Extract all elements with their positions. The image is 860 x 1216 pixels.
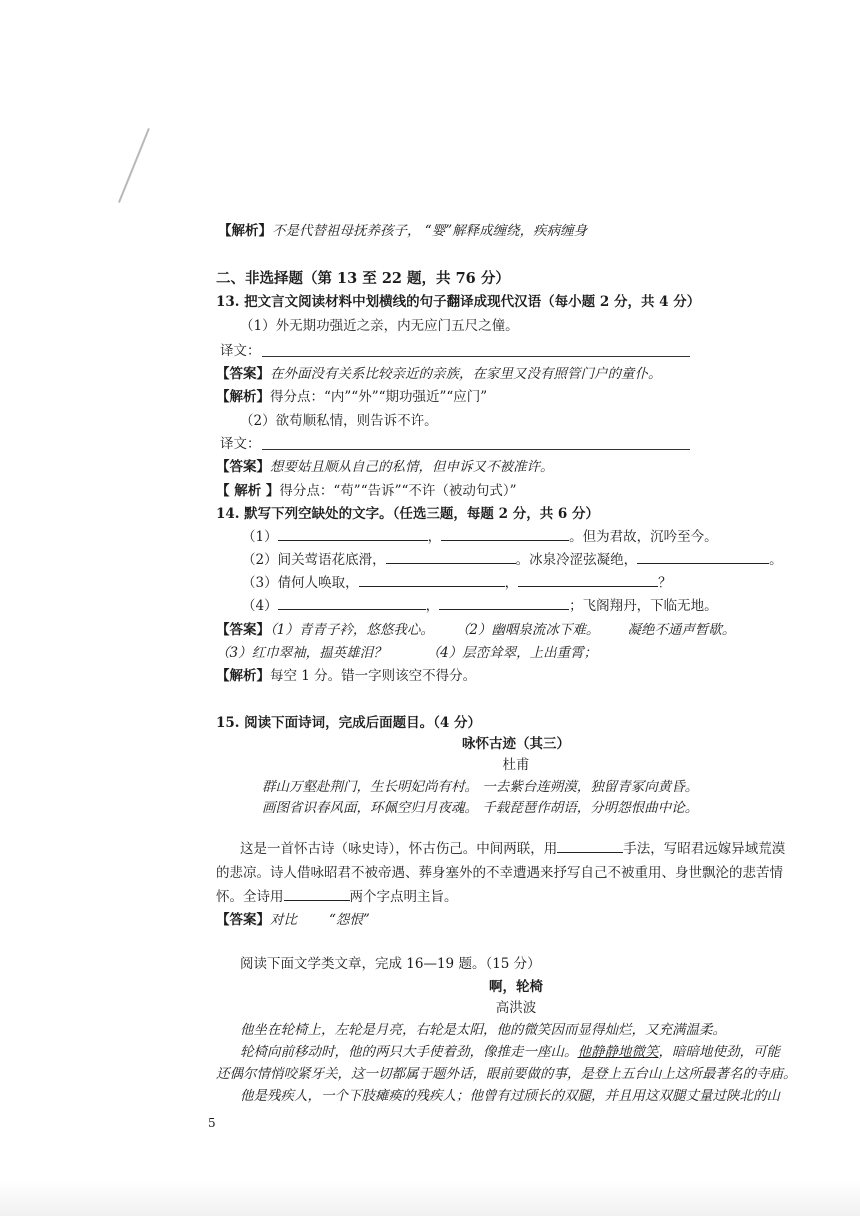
q15-paragraph-2: 的悲凉。诗人借咏昭君不被帝遇、葬身塞外的不幸遭遇来抒写自己不被重用、身世飘沦的悲苦情 xyxy=(216,865,783,881)
para-text: 怀。全诗用 xyxy=(216,889,284,905)
poem-author: 杜甫 xyxy=(502,757,530,773)
item-lead: （2）间关莺语花底滑， xyxy=(242,552,386,568)
reading-intro: 阅读下面文学类文章，完成 16—19 题。（15 分） xyxy=(240,956,541,972)
answer-4: （4）层峦耸翠，上出重霄； xyxy=(426,645,598,661)
blank-3b[interactable] xyxy=(518,574,658,587)
q13-translation-line-2[interactable] xyxy=(262,449,690,450)
para-text: 手法，写昭君远嫁异域荒漠 xyxy=(623,841,786,857)
answer-2b: 凝绝不通声暂歇。 xyxy=(627,622,736,638)
q15-paragraph-1 xyxy=(240,840,785,858)
poem-line-2: 画图省识春风面，环佩空归月夜魂。 千载琵琶作胡语，分明怨恨曲中论。 xyxy=(262,800,699,816)
blank-1b[interactable] xyxy=(441,528,569,541)
blank-theme[interactable] xyxy=(284,888,350,901)
item-lead: （3）倩何人唤取， xyxy=(242,575,359,591)
item-number: （4） xyxy=(242,598,278,614)
answer-tag: 【答案】 xyxy=(216,912,270,928)
answer-text: 想要姑且顺从自己的私情，但申诉又不被准许。 xyxy=(270,459,554,475)
q14-item-3 xyxy=(242,574,672,592)
q13-answer-1 xyxy=(216,365,662,383)
item-number: （1） xyxy=(242,529,278,545)
q14-item-4 xyxy=(242,597,718,615)
article-title: 啊，轮椅 xyxy=(489,979,543,995)
q14-answer-line-2 xyxy=(216,644,597,662)
article-para-2-cont: 还偶尔情悄咬紧牙关，这一切都属于题外话，眼前要做的事，是登上五台山上这所最著名的寺庙。 xyxy=(216,1066,797,1082)
poem-line-1: 群山万壑赴荆门，生长明妃尚有村。 一去紫台连朔漠，独留青冢向黄昏。 xyxy=(262,779,699,795)
para-text: 两个字点明主旨。 xyxy=(349,889,458,905)
blank-2b[interactable] xyxy=(637,551,769,564)
q15-answer xyxy=(216,911,370,929)
comma: ， xyxy=(427,529,442,545)
para-text: ，暗暗地使劲，可能 xyxy=(658,1044,780,1060)
analysis-tag: 【解析】 xyxy=(216,389,270,405)
item-tail: 。但为君故，沉吟至今。 xyxy=(569,529,718,545)
part2-heading: 二、非选择题（第 13 至 22 题，共 76 分） xyxy=(216,270,510,287)
answer-tag: 【答案】 xyxy=(216,366,270,382)
analysis-text: 每空 1 分。错一字则该空不得分。 xyxy=(270,668,477,684)
article-author: 高洪波 xyxy=(495,1000,537,1016)
comma: ， xyxy=(504,575,519,591)
answer-2: （2）幽咽泉流冰下难。 xyxy=(455,622,600,638)
answer-tag: 【答案】 xyxy=(216,622,270,638)
q13-translation-label-1: 译文： xyxy=(220,343,261,359)
prev-analysis xyxy=(218,222,587,240)
q14-item-2 xyxy=(242,551,783,569)
comma: ， xyxy=(425,598,440,614)
answer-tag: 【答案】 xyxy=(216,459,270,475)
q13-answer-2 xyxy=(216,458,554,476)
answer-a: 对比 xyxy=(270,912,297,928)
analysis-text: 得分点：“内”“外”“期功强近”“应门” xyxy=(270,389,488,405)
q13-sentence-2: （2）欲苟顺私情，则告诉不许。 xyxy=(240,413,438,429)
page-number: 5 xyxy=(208,1116,216,1130)
underlined-phrase: 他静静地微笑 xyxy=(577,1044,659,1060)
article-para-2 xyxy=(240,1043,780,1061)
blank-4a[interactable] xyxy=(278,597,426,610)
q15-paragraph-3 xyxy=(216,888,458,906)
blank-3a[interactable] xyxy=(359,574,505,587)
answer-1: （1）青青子衿，悠悠我心。 xyxy=(270,622,434,638)
answer-text: 在外面没有关系比较亲近的亲族，在家里又没有照管门户的童仆。 xyxy=(270,366,662,382)
q13-translation-line-1[interactable] xyxy=(262,356,690,357)
q14-answer-line-1 xyxy=(216,621,735,639)
q13-stem: 13. 把文言文阅读材料中划横线的句子翻译成现代汉语（每小题 2 分，共 4 分） xyxy=(216,294,701,310)
analysis-text: 不是代替祖母抚养孩子， “婴”解释成缠绕，疾病缠身 xyxy=(272,223,588,239)
blank-1a[interactable] xyxy=(278,528,428,541)
q13-analysis-1 xyxy=(216,388,487,406)
blank-4b[interactable] xyxy=(439,597,569,610)
item-mid: 。冰泉冷涩弦凝绝， xyxy=(515,552,638,568)
pen-mark xyxy=(118,128,150,203)
article-para-3: 他是残疾人，一个下肢瘫痪的残疾人；他曾有过颀长的双腿，并且用这双腿丈量过陕北的山 xyxy=(240,1088,780,1104)
item-tail: ；飞阁翔丹，下临无地。 xyxy=(569,598,718,614)
q14-item-1 xyxy=(242,528,718,546)
analysis-text: 得分点：“苟”“告诉”“不许（被动句式）” xyxy=(279,483,517,499)
para-text: 这是一首怀古诗（咏史诗），怀古伤己。中间两联，用 xyxy=(240,841,558,857)
q15-stem: 15. 阅读下面诗词，完成后面题目。（4 分） xyxy=(216,715,482,731)
scan-edge-shadow xyxy=(0,1180,860,1216)
q14-analysis xyxy=(216,667,476,685)
analysis-tag: 【 解析 】 xyxy=(216,483,280,499)
blank-technique[interactable] xyxy=(557,840,623,853)
analysis-tag: 【解析】 xyxy=(218,223,272,239)
item-tail: 。 xyxy=(769,552,783,568)
item-tail: ？ xyxy=(658,575,672,591)
blank-2a[interactable] xyxy=(386,551,516,564)
q13-analysis-2 xyxy=(216,482,517,500)
answer-3: （3）红巾翠袖，揾英雄泪？ xyxy=(216,645,387,661)
q13-translation-label-2: 译文： xyxy=(220,436,261,452)
article-para-1: 他坐在轮椅上，左轮是月亮，右轮是太阳，他的微笑因而显得灿烂，又充满温柔。 xyxy=(240,1022,726,1038)
q14-stem: 14. 默写下列空缺处的文字。（任选三题，每题 2 分，共 6 分） xyxy=(216,506,600,522)
answer-b: “怨恨” xyxy=(329,912,370,928)
q13-sentence-1: （1）外无期功强近之亲，内无应门五尺之僮。 xyxy=(240,318,519,334)
poem-title: 咏怀古迹（其三） xyxy=(462,736,570,752)
para-text: 轮椅向前移动时，他的两只大手使着劲，像推走一座山。 xyxy=(240,1044,578,1060)
analysis-tag: 【解析】 xyxy=(216,668,270,684)
